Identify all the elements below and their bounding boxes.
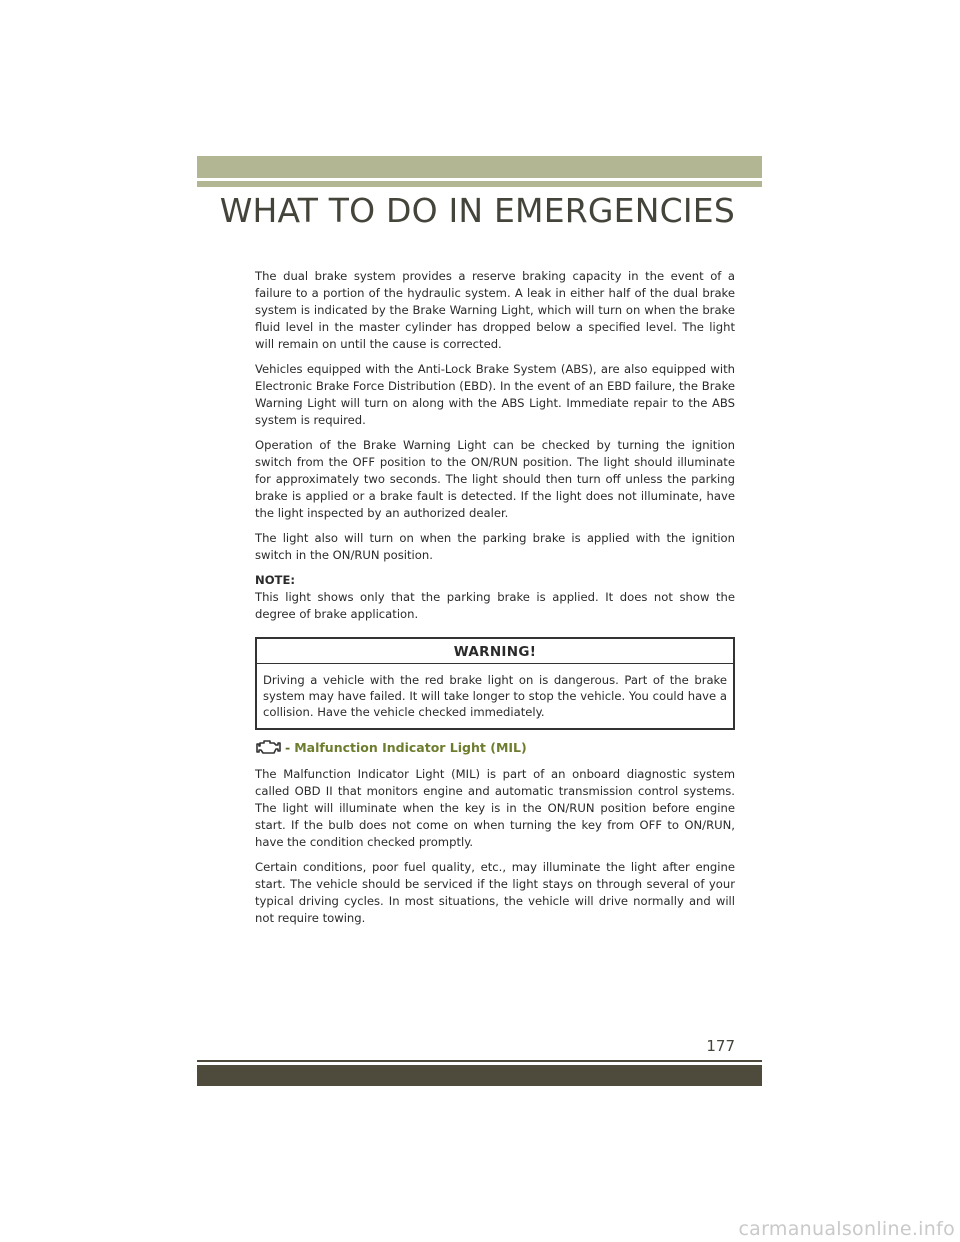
paragraph-light-check: Operation of the Brake Warning Light can be checked by turning the ignition switch from the OFF position to the ON/RUN position. The light should illuminate for approximately two seconds. The light should then turn off unless the parking brake is applied or a brake fault is detected. If the light does not illuminate, have the light inspected by an authorized dealer. [255,438,735,520]
mil-heading: Malfunction Indicator Light (MIL) [294,739,527,755]
section-title: WHAT TO DO IN EMERGENCIES [219,191,735,230]
page-number: 177 [706,1037,735,1055]
note-label: NOTE: [255,573,296,587]
paragraph-abs-ebd: Vehicles equipped with the Anti-Lock Brake System (ABS), are also equipped with Electronic Brake Force Distribution (EBD). In the event of an EBD failure, the Brake Warning Light will turn on along with the ABS Light. Immediate repair to the ABS system is required. [255,362,735,427]
warning-text: Driving a vehicle with the red brake light on is dangerous. Part of the brake system may have failed. It will take longer to stop the vehicle. You could have a collision. Have the vehicle checked immediately. [263,673,727,719]
paragraph-mil-obd: The Malfunction Indicator Light (MIL) is part of an onboard diagnostic system called OBD II that monitors engine and automatic transmission control systems. The light will illuminate when the key is in the ON/RUN position before engine start. If the bulb does not come on when turning the key from OFF to ON/RUN, have the condition checked promptly. [255,767,735,849]
footer-rule [197,1060,762,1062]
watermark: carmanualsonline.info [738,1218,955,1240]
footer-bar [197,1065,762,1086]
warning-box [255,637,735,730]
engine-icon [255,738,283,756]
header-bar [197,156,762,178]
header-rule [197,181,762,187]
note-text: This light shows only that the parking brake is applied. It does not show the degree of brake application. [255,590,735,621]
mil-heading-line [255,737,735,757]
warning-title: WARNING! [257,639,733,664]
mil-dash: - [285,739,291,755]
page-content [255,268,735,935]
paragraph-dual-brake: The dual brake system provides a reserve braking capacity in the event of a failure to a portion of the hydraulic system. A leak in either half of the dual brake system is indicated by the Brake Warning Light, which will turn on when the brake fluid level in the master cylinder has dropped below a specified level. The light will remain on until the cause is corrected. [255,269,735,351]
paragraph-mil-conditions: Certain conditions, poor fuel quality, etc., may illuminate the light after engine start. The vehicle should be serviced if the light stays on through several of your typical driving cycles. In most situations, the vehicle will drive normally and will not require towing. [255,860,735,925]
paragraph-parking-brake: The light also will turn on when the parking brake is applied with the ignition switch in the ON/RUN position. [255,531,735,562]
